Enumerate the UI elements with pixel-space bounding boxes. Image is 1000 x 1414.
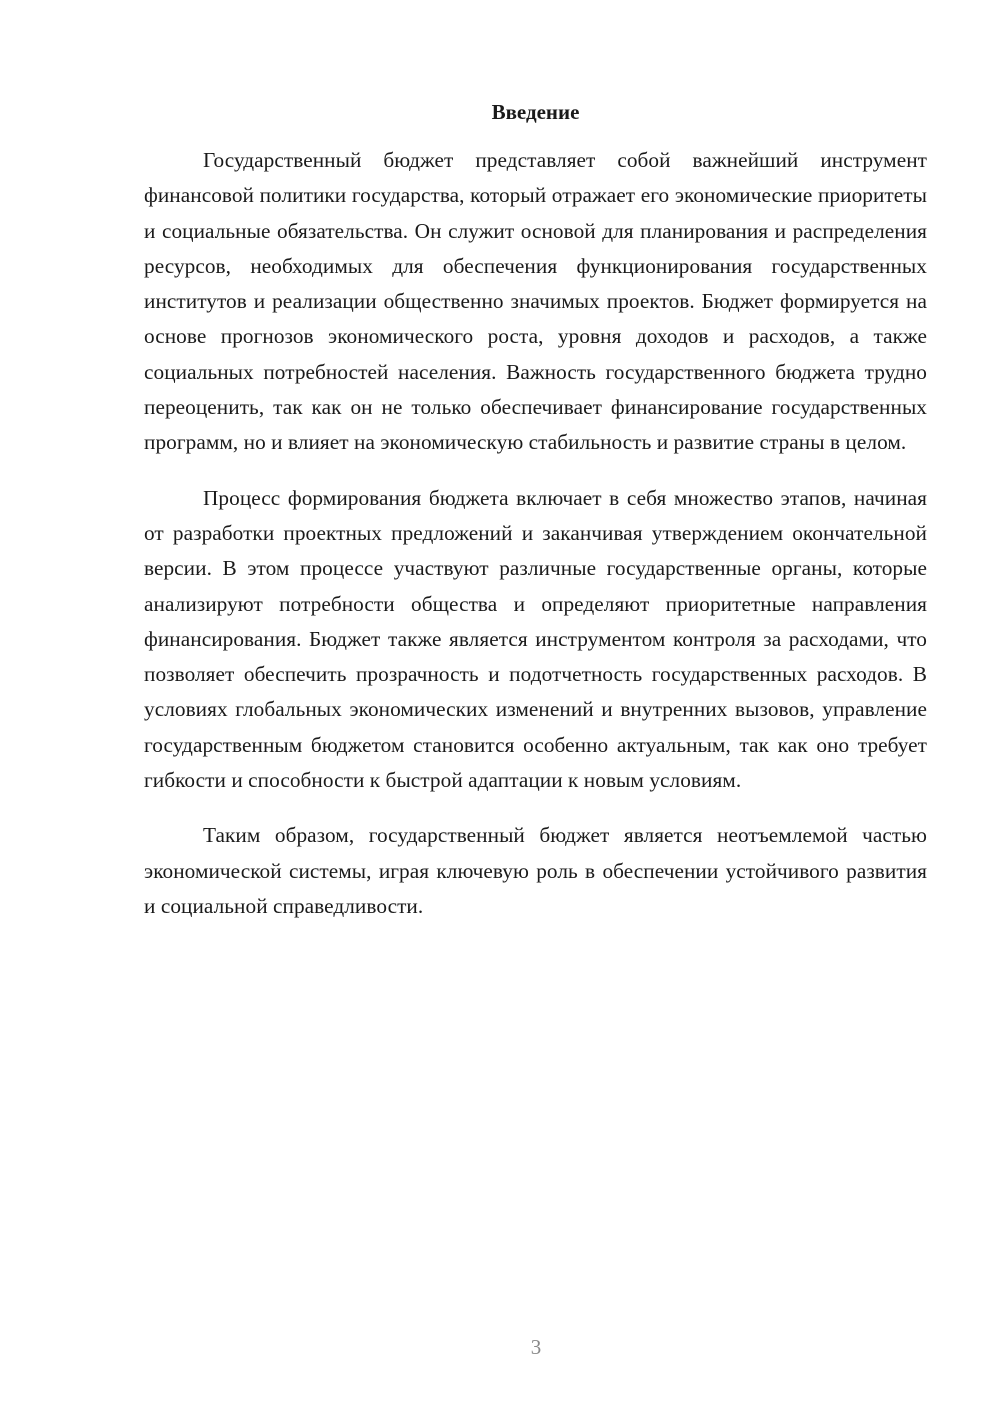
paragraph-3: Таким образом, государственный бюджет является неотъемлемой частью экономической системы, играя ключевую роль в обеспечении устойчивого развития и социальной справедливости. bbox=[144, 823, 927, 918]
page-number: 3 bbox=[530, 1335, 542, 1359]
paragraph-1: Государственный бюджет представляет собой важнейший инструмент финансовой политики государства, который отражает его экономические приоритеты и социальные обязательства. Он служит основой для планирования и распределения ресурсов, необходимых для обеспечения функционирования государственных институтов и реализации общественно значимых проектов. Бюджет формируется на основе прогнозов экономического роста, уровня доходов и расходов, а также социальных потребностей населения. Важность государственного бюджета трудно переоценить, так как он не только обеспечивает финансирование государственных программ, но и влияет на экономическую стабильность и развитие страны в целом. bbox=[144, 148, 927, 455]
paragraph-2: Процесс формирования бюджета включает в себя множество этапов, начиная от разработки проектных предложений и заканчивая утверждением окончательной версии. В этом процессе участвуют различные государственные органы, которые анализируют потребности общества и определяют приоритетные направления финансирования. Бюджет также является инструментом контроля за расходами, что позволяет обеспечить прозрачность и подотчетность государственных расходов. В условиях глобальных экономических изменений и внутренних вызовов, управление государственным бюджетом становится особенно актуальным, так как оно требует гибкости и способности к быстрой адаптации к новым условиям. bbox=[144, 485, 927, 793]
section-heading: Введение bbox=[491, 100, 580, 124]
body-text bbox=[144, 143, 927, 944]
